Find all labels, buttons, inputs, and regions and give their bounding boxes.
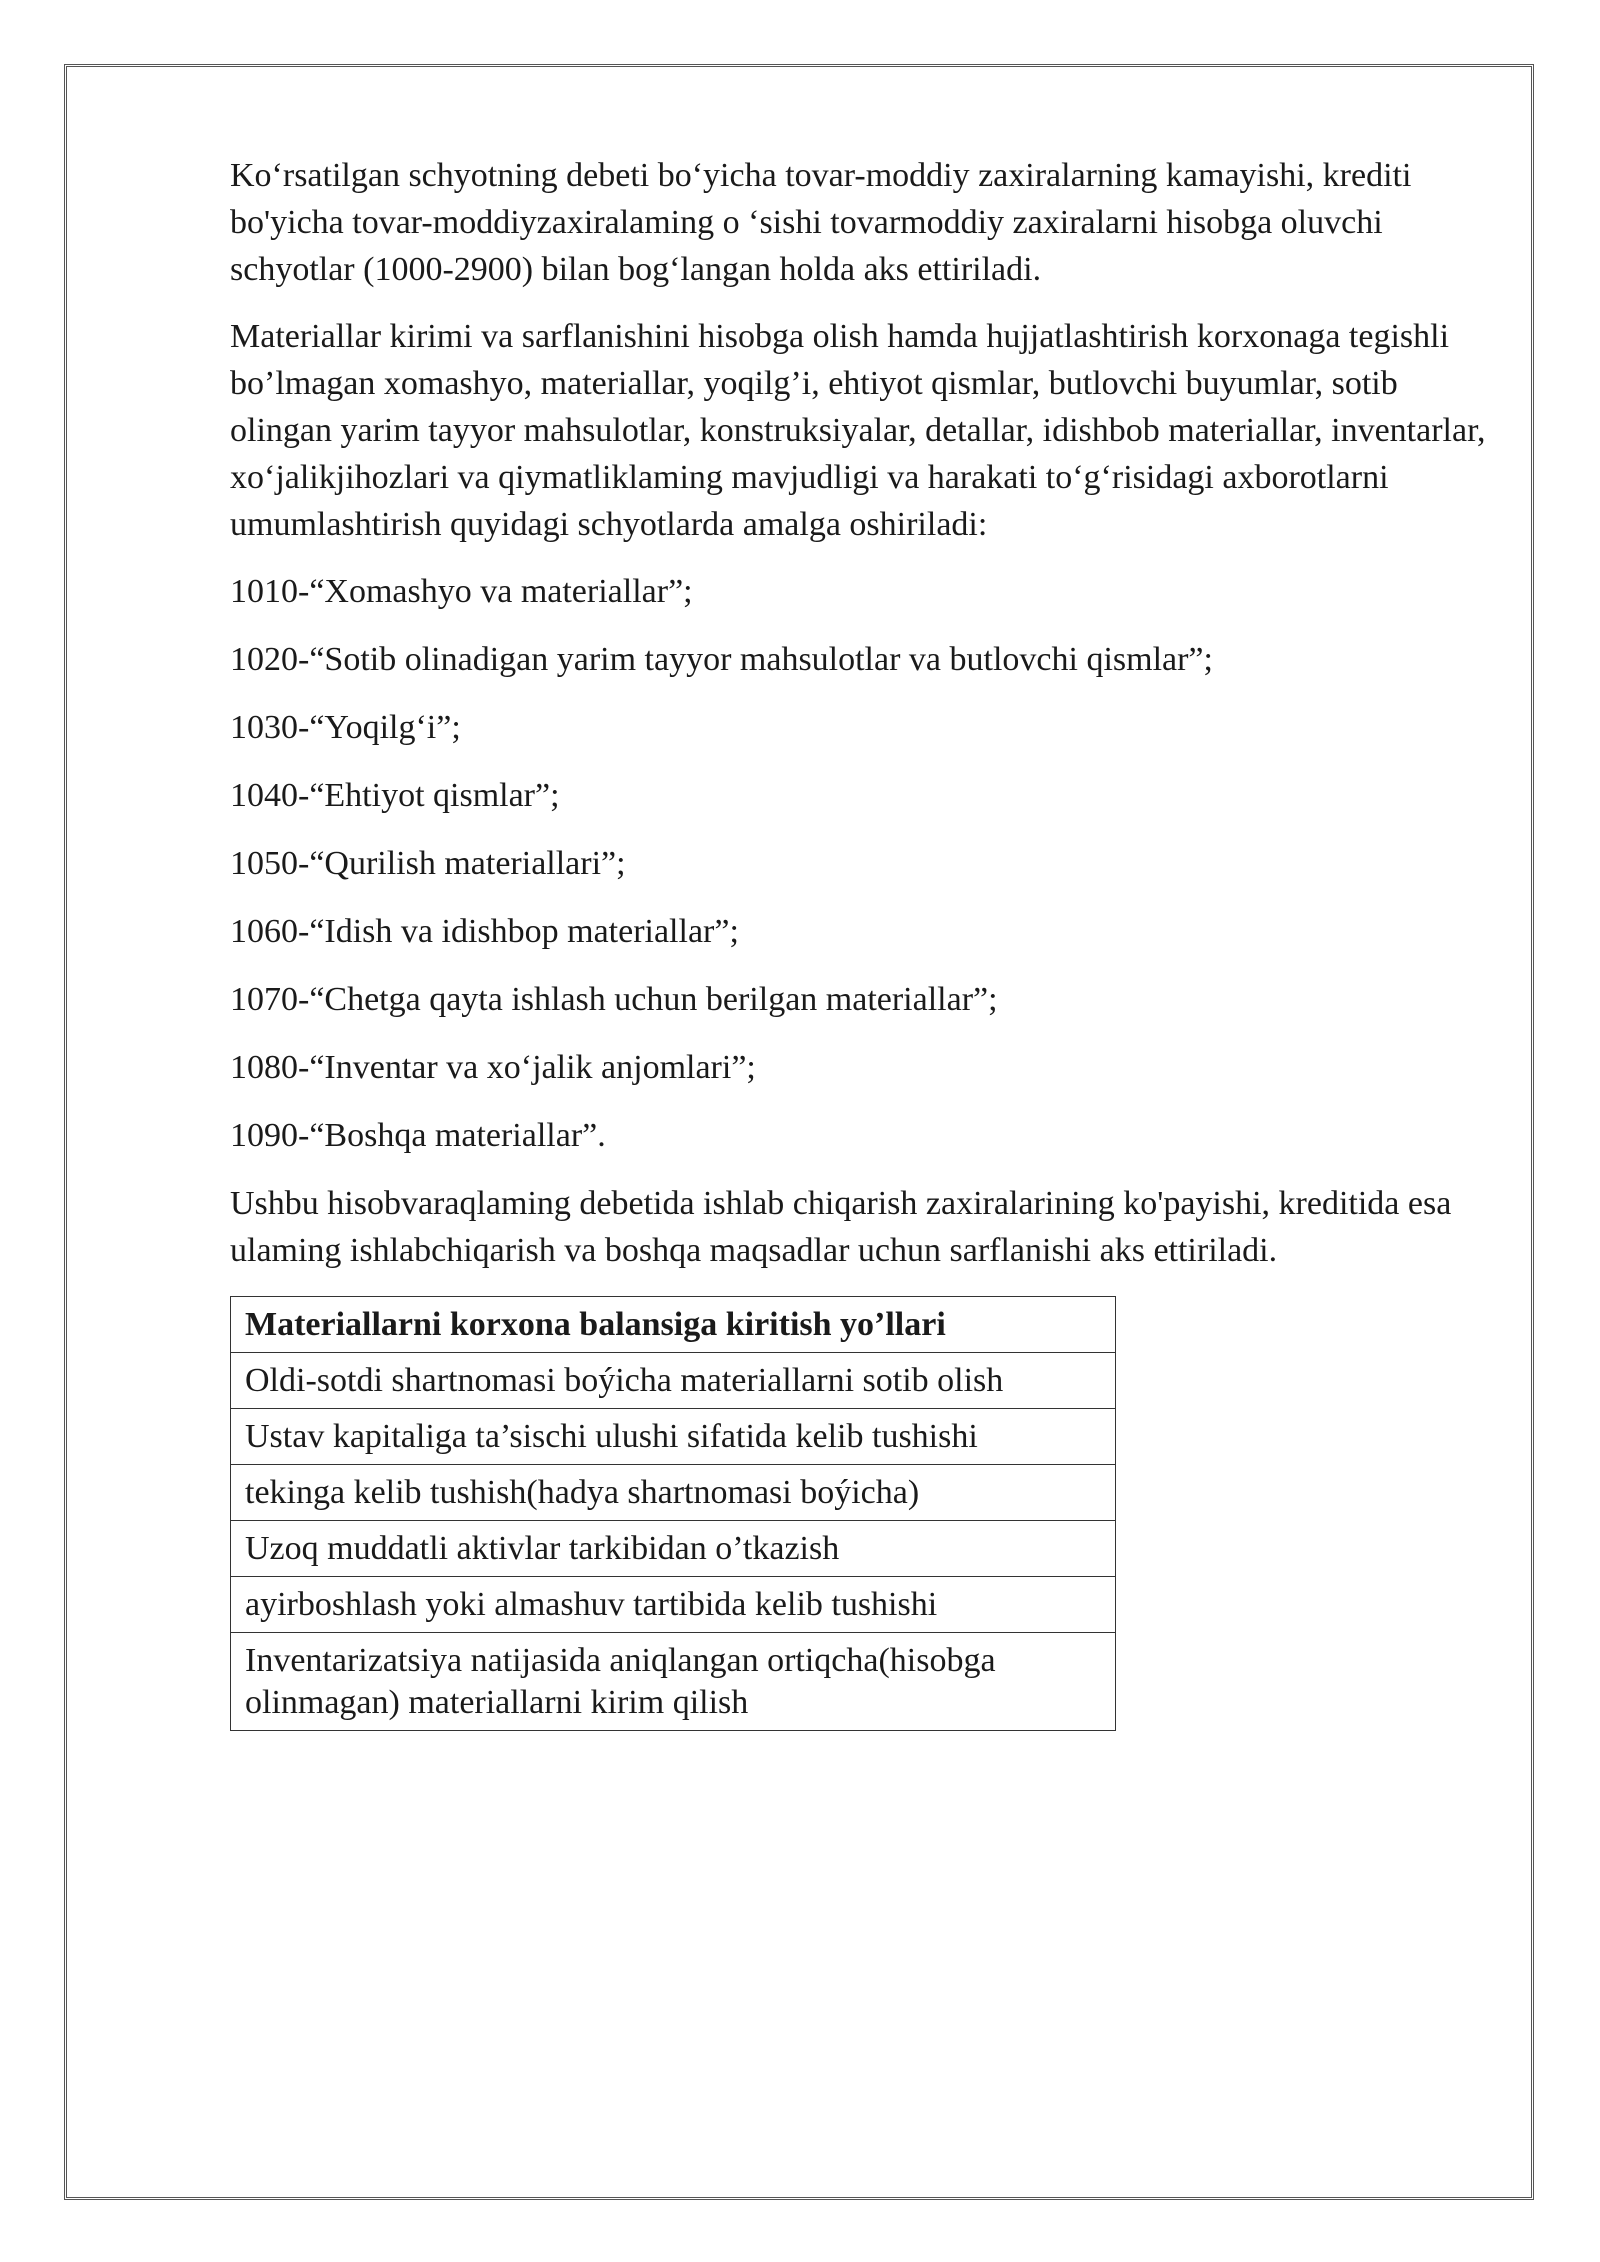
methods-table: [230, 1296, 1116, 1731]
table-header: Materiallarni korxona balansiga kiritish yo’llari: [231, 1297, 1116, 1353]
account-item-1060: 1060-“Idish va idishbop materiallar”;: [230, 913, 739, 950]
account-item-1050: 1050-“Qurilish materiallari”;: [230, 845, 626, 882]
accounts-list: [230, 568, 1490, 1159]
summary-paragraph: Ushbu hisobvaraqlaming debetida ishlab chiqarish zaxiralarining ko'payishi, kreditida esa ulaming ishlabchiqarish va boshqa maqsadlar uchun sarflanishi aks ettiriladi.: [230, 1185, 1452, 1269]
account-item-1040: 1040-“Ehtiyot qismlar”;: [230, 777, 560, 814]
table-cell: Inventarizatsiya natijasida aniqlangan ortiqcha(hisobga olinmagan) materiallarni kirim qilish: [231, 1633, 1116, 1731]
account-item-1070: 1070-“Chetga qayta ishlash uchun berilgan materiallar”;: [230, 981, 998, 1018]
document-body: [230, 152, 1490, 1731]
table-row: [231, 1577, 1116, 1633]
table-row: [231, 1633, 1116, 1731]
table-cell: Ustav kapitaliga ta’sischi ulushi sifatida kelib tushishi: [231, 1409, 1116, 1465]
account-item-1010: 1010-“Xomashyo va materiallar”;: [230, 573, 693, 610]
table-row: [231, 1409, 1116, 1465]
table-header-row: [231, 1297, 1116, 1353]
table-cell: ayirboshlash yoki almashuv tartibida kelib tushishi: [231, 1577, 1116, 1633]
table-row: [231, 1521, 1116, 1577]
account-item-1090: 1090-“Boshqa materiallar”.: [230, 1117, 606, 1154]
table-cell: Oldi-sotdi shartnomasi boýicha materiallarni sotib olish: [231, 1353, 1116, 1409]
account-item-1030: 1030-“Yoqilg‘i”;: [230, 709, 461, 746]
table-cell: tekinga kelib tushish(hadya shartnomasi boýicha): [231, 1465, 1116, 1521]
account-item-1020: 1020-“Sotib olinadigan yarim tayyor mahsulotlar va butlovchi qismlar”;: [230, 641, 1213, 678]
table-cell: Uzoq muddatli aktivlar tarkibidan o’tkazish: [231, 1521, 1116, 1577]
table-row: [231, 1465, 1116, 1521]
account-item-1080: 1080-“Inventar va xo‘jalik anjomlari”;: [230, 1049, 756, 1086]
accounts-intro-paragraph: Materiallar kirimi va sarflanishini hisobga olish hamda hujjatlashtirish korxonaga tegishli bo’lmagan xomashyo, materiallar, yoqilg’i, ehtiyot qismlar, butlovchi buyumlar, sotib olingan yarim tayyor mahsulotlar, konstruksiyalar, detallar, idishbob materiallar, inventarlar, xo‘jalikjihozlari va qiymatliklaming mavjudligi va harakati to‘g‘risidagi axborotlarni umumlashtirish quyidagi schyotlarda amalga oshiriladi:: [230, 318, 1486, 543]
table-row: [231, 1353, 1116, 1409]
intro-paragraph: Ko‘rsatilgan schyotning debeti bo‘yicha tovar-moddiy zaxiralarning kamayishi, krediti bo'yicha tovar-moddiyzaxiralaming o ‘sishi tovarmoddiy zaxiralarni hisobga oluvchi schyotlar (1000-2900) bilan bog‘langan holda aks ettiriladi.: [230, 157, 1412, 288]
